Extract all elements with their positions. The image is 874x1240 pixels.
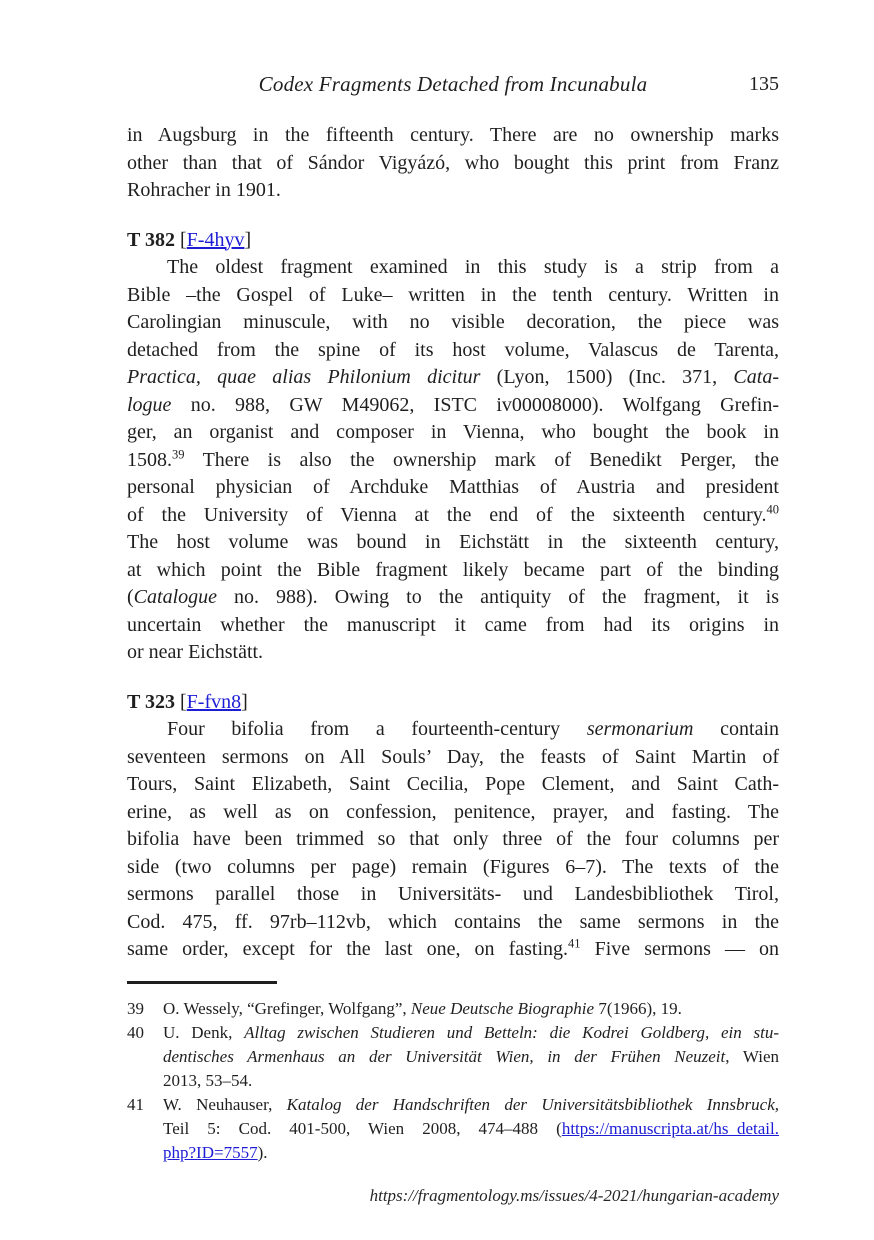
text-run: of the University of Vienna at the end of the sixteenth century. (127, 503, 767, 526)
text-block (127, 122, 779, 1206)
text-run: Bible –the Gospel of Luke– written in the tenth century. Written in (127, 283, 779, 306)
text-line (127, 364, 779, 392)
text-run: ). (257, 1142, 268, 1162)
paragraph (127, 122, 779, 205)
text-line (127, 227, 779, 255)
italic-run: Catalogue (133, 586, 218, 608)
section-heading (127, 227, 779, 255)
text-line (163, 997, 779, 1021)
text-line (127, 909, 779, 937)
footnote-ref: 39 (172, 446, 185, 461)
text-run: Carolingian minuscule, with no visible decoration, the piece was (127, 311, 779, 333)
footnote-number: 41 (127, 1094, 144, 1114)
footnote-number: 40 (127, 1022, 144, 1042)
text-line (127, 309, 779, 337)
footnote-ref: 41 (568, 936, 581, 951)
italic-run: sermonarium (586, 718, 694, 740)
italic-run: Katalog der Handschriften der Universitätsbibliothek Innsbruck, (286, 1094, 779, 1114)
text-run: U. Denk, (163, 1022, 245, 1042)
text-line (127, 419, 779, 447)
text-line (127, 337, 779, 365)
footnote-ref: 40 (766, 501, 779, 516)
text-line (127, 502, 779, 530)
text-line (127, 639, 779, 667)
text-run: same order, except for the last one, on fasting. (127, 938, 569, 960)
text-run: sermons parallel those in Universitäts- und Landesbibliothek Tirol, (127, 883, 779, 905)
text-line (163, 1117, 779, 1141)
text-run: uncertain whether the manuscript it came from had its origins in (127, 613, 779, 636)
text-run: no. 988). Owing to the antiquity of the fragment, it is (217, 586, 779, 608)
text-line (127, 854, 779, 882)
text-line (127, 799, 779, 827)
italic-run: Alltag zwischen Studieren und Betteln: die Kodrei Goldberg, ein stu- (244, 1022, 779, 1042)
hyperlink[interactable]: php?ID=7557 (163, 1142, 258, 1162)
text-run: 2013, 53–54. (163, 1070, 253, 1090)
text-run: detached from the spine of its host volume, Valascus de Tarenta, (127, 338, 779, 361)
journal-url: https://fragmentology.ms/issues/4-2021/hungarian-academy (369, 1185, 779, 1205)
italic-run: Neue Deutsche Biographie (410, 998, 595, 1018)
text-line (127, 529, 779, 557)
bold-run: T 382 (127, 228, 175, 251)
text-line (127, 716, 779, 744)
footnote (127, 1021, 779, 1093)
text-run: The host volume was bound in Eichstätt in the sixteenth century, (127, 531, 779, 553)
bold-run: T 323 (127, 690, 175, 713)
text-run: in Augsburg in the fifteenth century. There are no ownership marks (127, 124, 779, 146)
text-run: Tours, Saint Elizabeth, Saint Cecilia, Pope Clement, and Saint Cath- (127, 773, 779, 795)
text-run: 1508. (127, 448, 172, 471)
footnote-separator (127, 981, 277, 984)
text-line (127, 122, 779, 150)
text-line (127, 447, 779, 475)
footnote (127, 1093, 779, 1165)
text-run: ] (244, 228, 252, 251)
italic-run: logue (127, 393, 172, 416)
text-run: bifolia have been trimmed so that only three of the four columns per (127, 828, 779, 850)
text-line (127, 826, 779, 854)
text-run: other than that of Sándor Vigyázó, who bought this print from Franz (127, 151, 779, 174)
text-line (127, 177, 779, 205)
text-run: ] (241, 690, 248, 713)
text-line (127, 584, 779, 612)
text-run: (Lyon, 1500) (Inc. 371, (480, 366, 734, 388)
text-run: ( (127, 586, 134, 608)
italic-run: Cata- (733, 366, 779, 388)
footnote-number: 39 (127, 998, 144, 1018)
text-line (127, 744, 779, 772)
text-run: O. Wessely, “Grefinger, Wolfgang”, (163, 998, 411, 1018)
text-line (127, 689, 779, 717)
footnotes-section (127, 997, 779, 1165)
text-run: at which point the Bible fragment likely became part of the binding (127, 558, 779, 581)
text-run: erine, as well as on confession, penitence, prayer, and fasting. The (127, 800, 779, 823)
text-line (163, 1093, 779, 1117)
text-run: , Wien (725, 1046, 780, 1066)
text-line (163, 1045, 779, 1069)
text-run: Cod. 475, ff. 97rb–112vb, which contains the same sermons in the (127, 910, 779, 933)
section-heading (127, 689, 779, 717)
text-line (127, 771, 779, 799)
text-run: personal physician of Archduke Matthias of Austria and president (127, 476, 779, 498)
footnote (127, 997, 779, 1021)
text-run: ger, an organist and composer in Vienna, who bought the book in (127, 421, 779, 443)
text-line (163, 1141, 779, 1165)
hyperlink[interactable]: F-4hyv (186, 228, 245, 251)
text-line (127, 282, 779, 310)
text-line (127, 474, 779, 502)
text-line (127, 392, 779, 420)
italic-run: dentisches Armenhaus an der Universität Wien, in der Frühen Neuzeit (163, 1046, 726, 1066)
text-line (127, 254, 779, 282)
text-line (163, 1021, 779, 1045)
text-line (127, 557, 779, 585)
text-run: Four bifolia from a fourteenth-century (167, 718, 587, 740)
page-header (127, 72, 779, 102)
text-run: W. Neuhauser, (163, 1094, 287, 1114)
text-run: Teil 5: Cod. 401-500, Wien 2008, 474–488 ( (163, 1118, 562, 1138)
text-run: Five sermons — on (580, 938, 780, 960)
text-run: Rohracher in 1901. (127, 179, 281, 201)
text-run: seventeen sermons on All Souls’ Day, the feasts of Saint Martin of (127, 745, 779, 768)
paragraph (127, 254, 779, 667)
text-run: 7(1966), 19. (594, 998, 682, 1018)
text-line (163, 1069, 779, 1093)
text-line (127, 881, 779, 909)
page-number: 135 (749, 73, 779, 95)
text-run: There is also the ownership mark of Benedikt Perger, the (184, 448, 779, 471)
text-run: side (two columns per page) remain (Figures 6–7). The texts of the (127, 855, 779, 878)
paragraph (127, 716, 779, 964)
text-line (127, 612, 779, 640)
text-line (127, 150, 779, 178)
running-title: Codex Fragments Detached from Incunabula (258, 72, 648, 96)
text-run: contain (693, 718, 779, 740)
text-run: [ (174, 228, 187, 251)
text-line (127, 936, 779, 964)
italic-run: Practica, quae alias Philonium dicitur (127, 366, 481, 388)
body-content (127, 122, 779, 964)
hyperlink[interactable]: https://manuscripta.at/hs_detail. (561, 1118, 779, 1138)
text-run: or near Eichstätt. (127, 641, 264, 663)
text-run: no. 988, GW M49062, ISTC iv00008000). Wolfgang Grefin- (171, 393, 779, 416)
hyperlink[interactable]: F-fvn8 (186, 690, 242, 713)
text-run: The oldest fragment examined in this study is a strip from a (167, 256, 779, 278)
text-run: [ (174, 690, 187, 713)
